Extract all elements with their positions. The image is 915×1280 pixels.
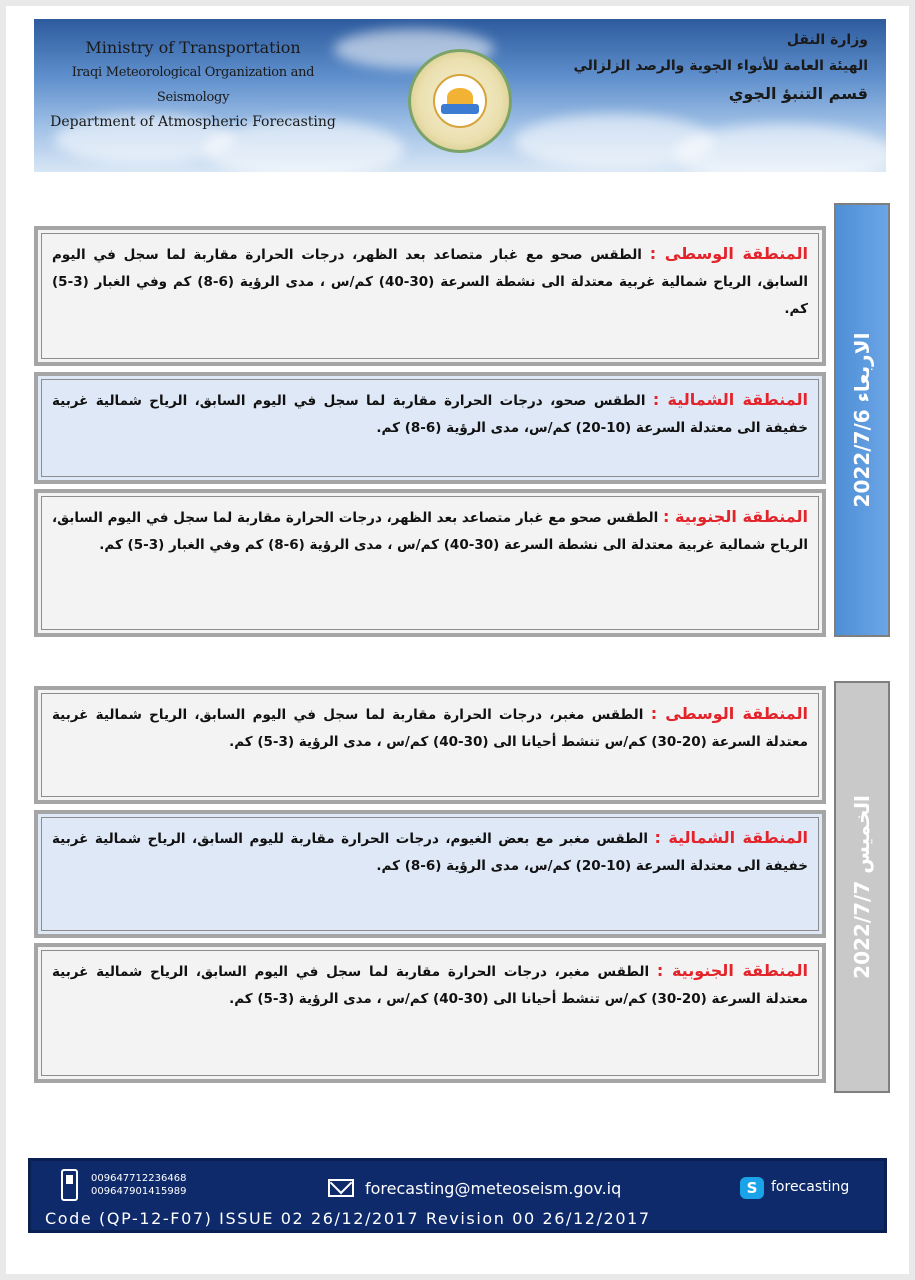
phone-numbers [91,1172,186,1198]
forecast-box-day2-north [34,810,826,938]
forecast-box-day2-south [34,943,826,1083]
department-name-ar: قسم التنبؤ الجوي [728,84,868,103]
header-english [48,35,338,135]
region-name: المنطقة الوسطى : [649,244,808,263]
organization-logo-icon [408,49,512,153]
forecast-text: الطقس صحو مع غبار متصاعد بعد الظهر، درجات الحرارة مقاربة لما سجل في اليوم السابق، الرياح شمالية غربية معتدلة الى نشطة السرعة (30-40) كم/س ، مدى الرؤية (6-8) كم وفي الغبار (3-5) كم. [52,510,808,553]
forecast-box-day1-south [34,489,826,637]
skype-handle[interactable]: forecasting [771,1179,850,1195]
region-name: المنطقة الجنوبية : [662,507,809,526]
phone-number-2[interactable]: 009647901415989 [91,1186,187,1197]
region-name: المنطقة الشمالية : [654,828,809,847]
phone-icon [61,1169,78,1201]
organization-name-ar: الهيئة العامة للأنواء الجوية والرصد الزلزالي [573,58,868,74]
forecast-text: الطقس مغبر مع بعض الغيوم، درجات الحرارة مقاربة لليوم السابق، الرياح شمالية غربية خفيفة الى معتدلة السرعة (10-20) كم/س، مدى الرؤية (6-8) كم. [52,831,808,874]
forecast-box-day1-north [34,372,826,484]
organization-name-en: Iraqi Meteorological Organization and Seismology [71,65,315,105]
department-name-en: Department of Atmospheric Forecasting [50,114,336,130]
forecast-text: الطقس صحو مع غبار متصاعد بعد الظهر، درجات الحرارة مقاربة لما سجل في اليوم السابق، الرياح شمالية غربية معتدلة الى نشطة السرعة (30-40) كم/س ، مدى الرؤية (6-8) كم وفي الغبار (3-5) كم. [52,247,808,317]
day-label-thursday [834,681,890,1093]
ministry-name-ar: وزارة النقل [786,32,868,48]
day-label-text: الخميس 2022/7/7 [850,795,874,979]
header-arabic [548,29,868,107]
forecast-text: الطقس مغبر، درجات الحرارة مقاربة لما سجل في اليوم السابق، الرياح شمالية غربية معتدلة السرعة (20-30) كم/س تنشط أحيانا الى (30-40) كم/س ، مدى الرؤية (3-5) كم. [52,964,808,1007]
region-name: المنطقة الجنوبية : [656,961,809,980]
document-code: Code (QP-12-F07) ISSUE 02 26/12/2017 Revision 00 26/12/2017 [45,1209,651,1228]
region-name: المنطقة الوسطى : [650,704,809,723]
page [6,6,909,1274]
ministry-name-en: Ministry of Transportation [85,38,301,57]
region-name: المنطقة الشمالية : [652,390,809,409]
forecast-text: الطقس صحو، درجات الحرارة مقاربة لما سجل في اليوم السابق، الرياح شمالية غربية خفيفة الى معتدلة السرعة (10-20) كم/س، مدى الرؤية (6-8) كم. [52,393,808,436]
day-label-wednesday [834,203,890,637]
footer-bar [28,1158,887,1233]
forecast-box-day1-central [34,226,826,366]
forecast-box-day2-central [34,686,826,804]
email-link[interactable]: forecasting@meteoseism.gov.iq [365,1179,622,1198]
phone-number-1[interactable]: 009647712236468 [91,1173,187,1184]
skype-icon: S [740,1177,764,1199]
mail-icon [328,1179,354,1197]
forecast-text: الطقس مغبر، درجات الحرارة مقاربة لما سجل في اليوم السابق، الرياح شمالية غربية معتدلة السرعة (20-30) كم/س تنشط أحيانا الى (30-40) كم/س ، مدى الرؤية (3-5) كم. [52,707,808,750]
day-label-text: الاربعاء 2022/7/6 [850,332,874,508]
header-banner [34,19,886,172]
